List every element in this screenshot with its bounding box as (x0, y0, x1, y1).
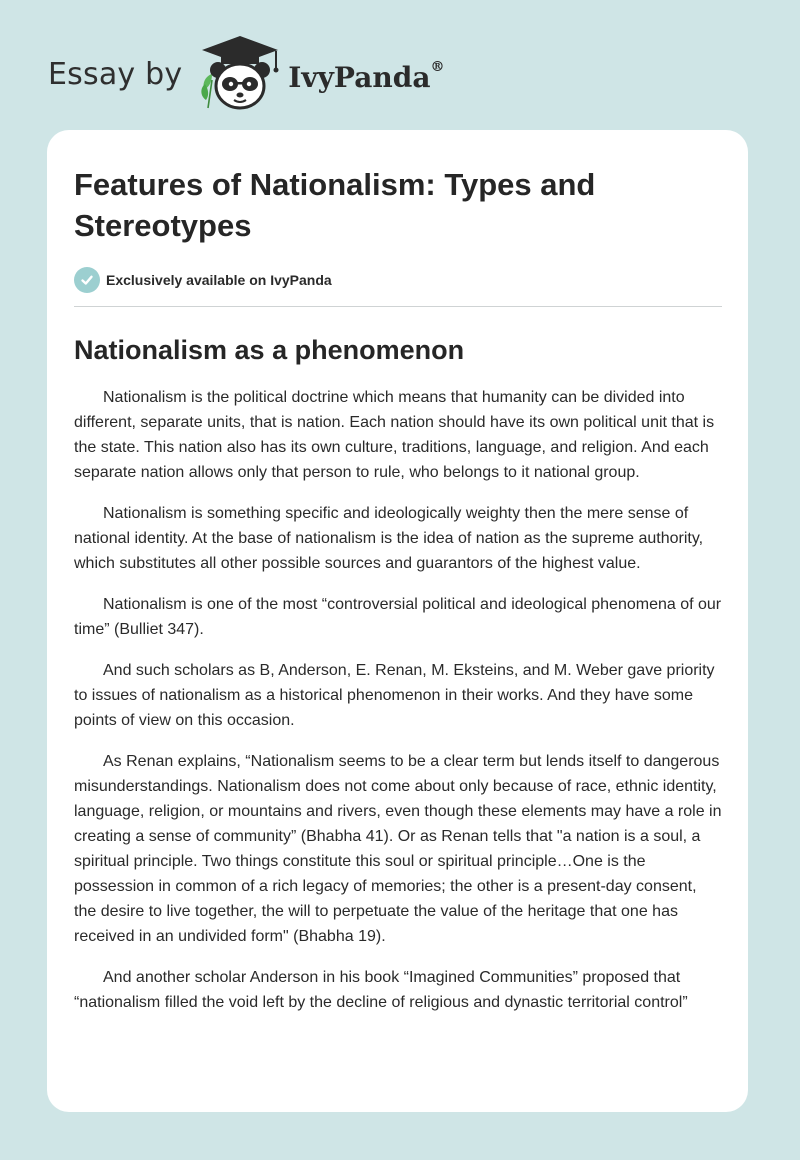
paragraph: Nationalism is something specific and ideologically weighty then the mere sense of national identity. At the base of nationalism is the idea of nation as the supreme authority, which substitutes all other possible sources and guarantors of the highest value. (74, 505, 704, 572)
paragraph: Nationalism is one of the most “controversial political and ideological phenomena of our time” (Bulliet 347). (74, 596, 722, 638)
paragraph: And another scholar Anderson in his book “Imagined Communities” proposed that “nationalism filled the void left by the decline of religious and dynastic territorial control” (74, 969, 688, 1011)
panda-graduate-icon (196, 34, 284, 114)
exclusive-badge (74, 266, 722, 294)
section-heading: Nationalism as a phenomenon (74, 335, 465, 365)
paragraph: And such scholars as B, Anderson, E. Renan, M. Eksteins, and M. Weber gave priority to issues of nationalism as a historical phenomenon in their works. And they have some points of view on this occasion. (74, 662, 715, 729)
essay-by-label: Essay by (48, 56, 183, 92)
brand-name[interactable]: IvyPanda® (288, 58, 445, 94)
essay-card (47, 130, 748, 1112)
divider (74, 306, 722, 307)
page-title: Features of Nationalism: Types and Stereotypes (74, 167, 596, 243)
paragraph: Nationalism is the political doctrine which means that humanity can be divided into different, separate units, that is nation. Each nation should have its own political unit that is the state. This nation also has its own culture, traditions, language, and religion. And each separate nation allows only that person to rule, who belongs to it national group. (74, 389, 715, 481)
check-icon (74, 267, 100, 293)
article-body (74, 385, 722, 1015)
site-header (48, 34, 444, 114)
badge-label: Exclusively available on IvyPanda (106, 272, 332, 288)
paragraph: As Renan explains, “Nationalism seems to be a clear term but lends itself to dangerous misunderstandings. Nationalism does not come about only because of race, ethnic identity, language, religion, or mountains and rivers, even though these elements may have a role in creating a sense of community” (Bhabha 41). Or as Renan tells that "a nation is a soul, a spiritual principle. Two things constitute this soul or spiritual principle…One is the possession in common of a rich legacy of memories; the other is a present-day consent, the desire to live together, the will to perpetuate the value of the heritage that one has received in an undivided form" (Bhabha 19). (74, 753, 722, 945)
